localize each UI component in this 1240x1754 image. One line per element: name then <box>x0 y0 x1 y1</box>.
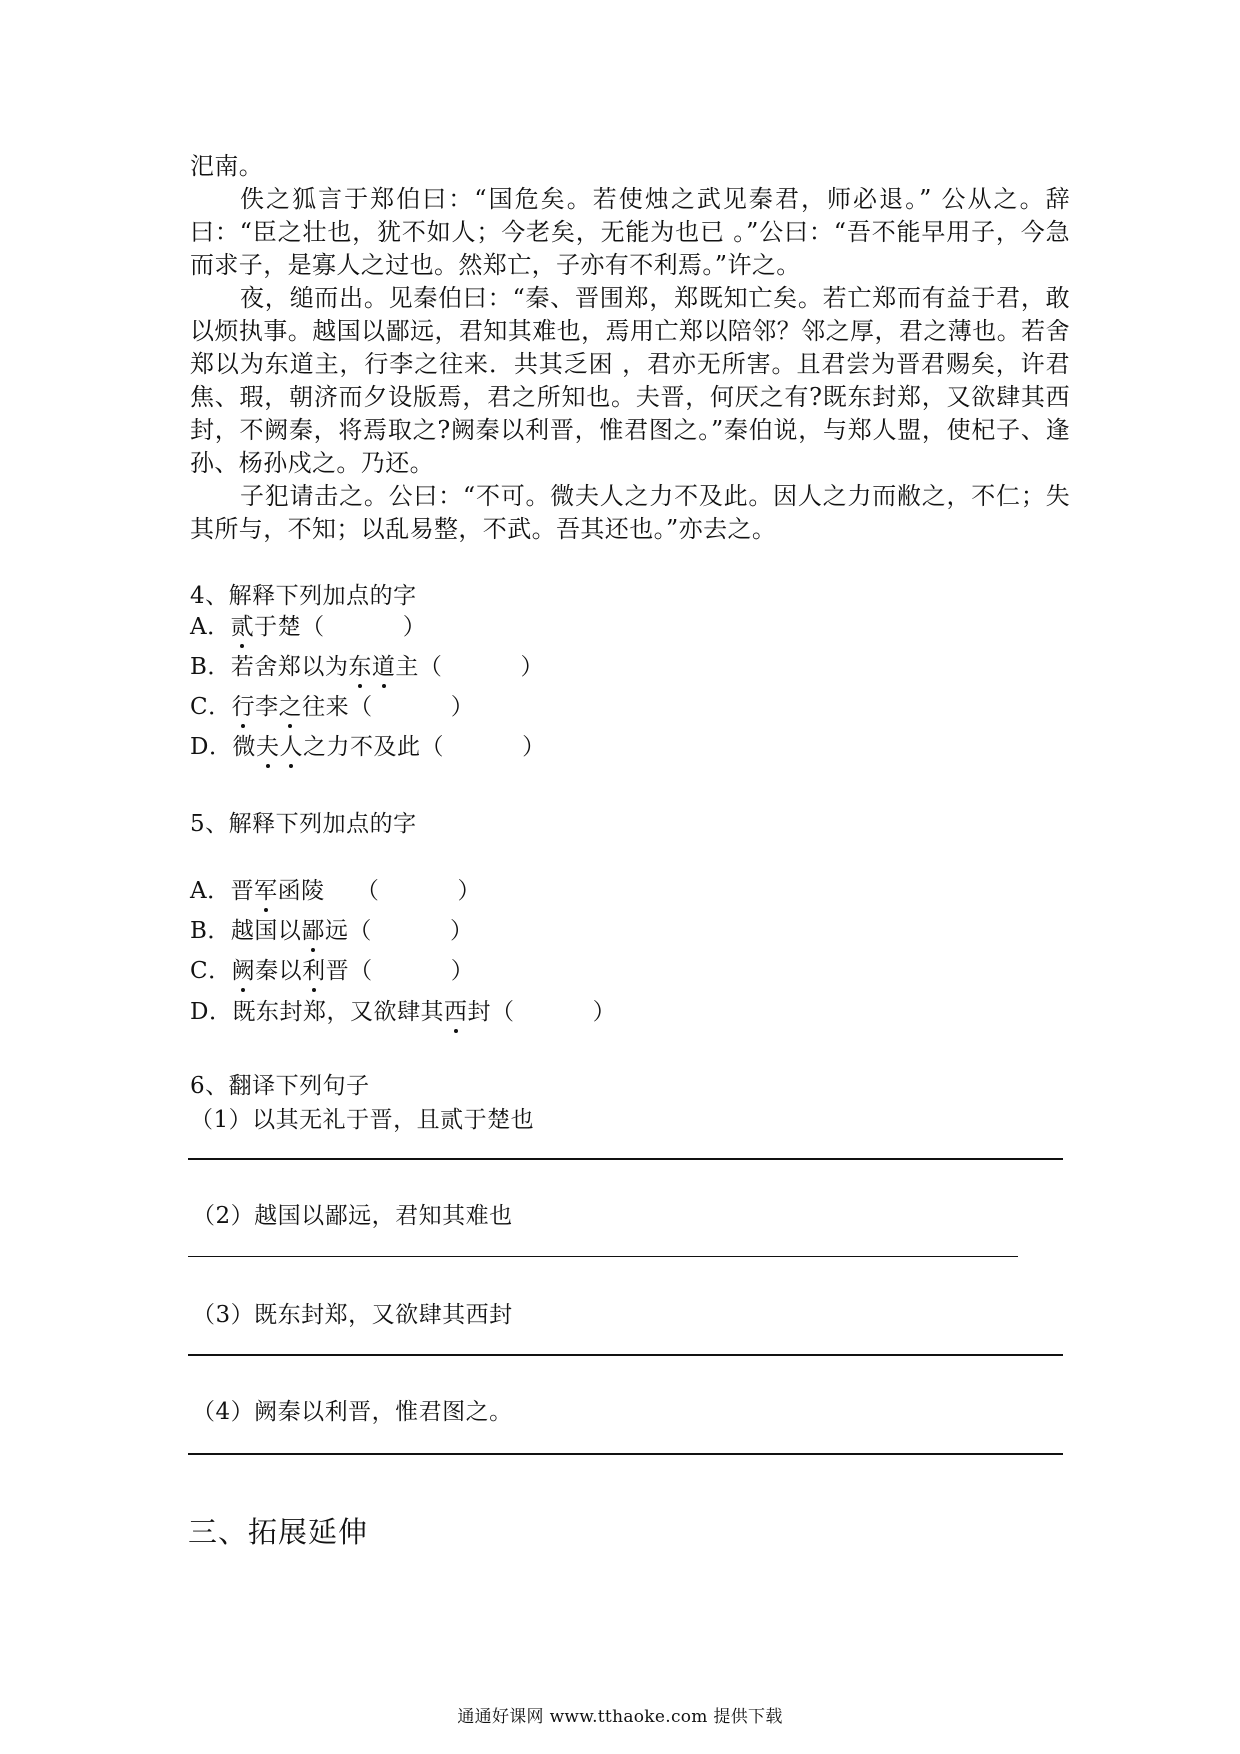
option-text: D．微 <box>190 734 256 760</box>
question-5-option-d <box>190 993 616 1026</box>
passage-paragraph: 佚之狐言于郑伯曰：“国危矣。若使烛之武见秦君，师必退。” 公从之。辞曰：“臣之壮也，犹不如人；今老矣，无能为也已 。”公曰：“吾不能早用子，今急而求子，是寡人之过也。然郑亡，子亦有不利焉。”许之。 <box>190 185 1070 279</box>
passage-paragraph: 夜，缒而出。见秦伯曰：“秦、晋围郑，郑既知亡矣。若亡郑而有益于君，敢以烦执事。越国以鄙远，君知其难也，焉用亡郑以陪邻？邻之厚，君之薄也。若舍郑以为东道主，行李之往来．共其乏困 ，君亦无所害。且君尝为晋君赐矣，许君焦、瑕，朝济而夕设版焉，君之所知也。夫晋，何厌之有?既东封郑，又欲肆其西封，不阙秦，将焉取之?阙秦以利晋，惟君图之。”秦伯说，与郑人盟，使杞子、逢孙、杨孙戍之。乃还。 <box>190 284 1070 477</box>
answer-line <box>188 1354 1063 1356</box>
question-5-option-c <box>190 952 474 985</box>
question-5-title: 5、解释下列加点的字 <box>190 811 417 837</box>
dotted-char: 军 <box>254 872 278 905</box>
option-text: 之力不及此（ ） <box>302 734 546 760</box>
option-text: A．晋 <box>190 878 255 904</box>
option-text: 往来（ ） <box>302 694 475 720</box>
question-6-title: 6、翻译下列句子 <box>190 1073 370 1099</box>
dotted-char: 利 <box>302 952 326 985</box>
passage-paragraph: 子犯请击之。公曰：“不可。微夫人之力不及此。因人之力而敝之，不仁；失其所与，不知；以乱易整，不武。吾其还也。”亦去之。 <box>190 482 1070 543</box>
option-text: 函陵 （ ） <box>277 878 481 904</box>
question-4-option-d <box>190 728 546 761</box>
question-6-sentence-2: （2）越国以鄙远，君知其难也 <box>192 1203 513 1229</box>
dotted-char: 贰 <box>231 608 255 641</box>
question-4-title: 4、解释下列加点的字 <box>190 583 417 609</box>
question-6-sentence-3: （3）既东封郑，又欲肆其西封 <box>192 1302 513 1328</box>
option-text: B．若舍郑以为 <box>190 654 349 680</box>
section-heading: 三、拓展延伸 <box>188 1515 369 1549</box>
answer-line <box>188 1256 1018 1257</box>
dotted-char: 阙 <box>232 952 256 985</box>
question-6-sentence-4: （4）阙秦以利晋，惟君图之。 <box>192 1399 513 1425</box>
option-text: 封（ ） <box>467 999 617 1025</box>
question-5-option-b <box>190 912 474 945</box>
dotted-char: 行 <box>232 688 256 721</box>
passage-paragraph: 汜南。 <box>190 152 264 180</box>
classical-passage <box>190 150 1070 546</box>
dotted-char: 之 <box>279 688 303 721</box>
option-text: 远（ ） <box>324 918 474 944</box>
question-5-option-a <box>190 872 481 905</box>
option-text: 于楚（ ） <box>254 614 427 640</box>
dotted-char: 西 <box>444 993 468 1026</box>
option-text: D．既东封郑，又欲肆其 <box>190 999 444 1025</box>
option-text: 主（ ） <box>395 654 545 680</box>
dotted-char: 东 <box>348 648 372 681</box>
option-text: 李 <box>255 694 279 720</box>
dotted-char: 人 <box>279 728 303 761</box>
option-text: 晋（ ） <box>325 958 475 984</box>
answer-line <box>188 1453 1063 1455</box>
question-4-option-a <box>190 608 426 641</box>
option-text: B．越国以 <box>190 918 302 944</box>
dotted-char: 鄙 <box>301 912 325 945</box>
question-4-option-b <box>190 648 544 681</box>
option-text: A． <box>190 614 231 640</box>
option-text: C． <box>190 694 232 720</box>
question-6-sentence-1: （1）以其无礼于晋，且贰于楚也 <box>190 1107 535 1133</box>
question-4-option-c <box>190 688 474 721</box>
dotted-char: 道 <box>372 648 396 681</box>
answer-line <box>188 1158 1063 1160</box>
dotted-char: 夫 <box>256 728 280 761</box>
option-text: C． <box>190 958 232 984</box>
option-text: 秦以 <box>255 958 303 984</box>
page-footer: 通通好课网 www.tthaoke.com 提供下载 <box>457 1707 783 1727</box>
